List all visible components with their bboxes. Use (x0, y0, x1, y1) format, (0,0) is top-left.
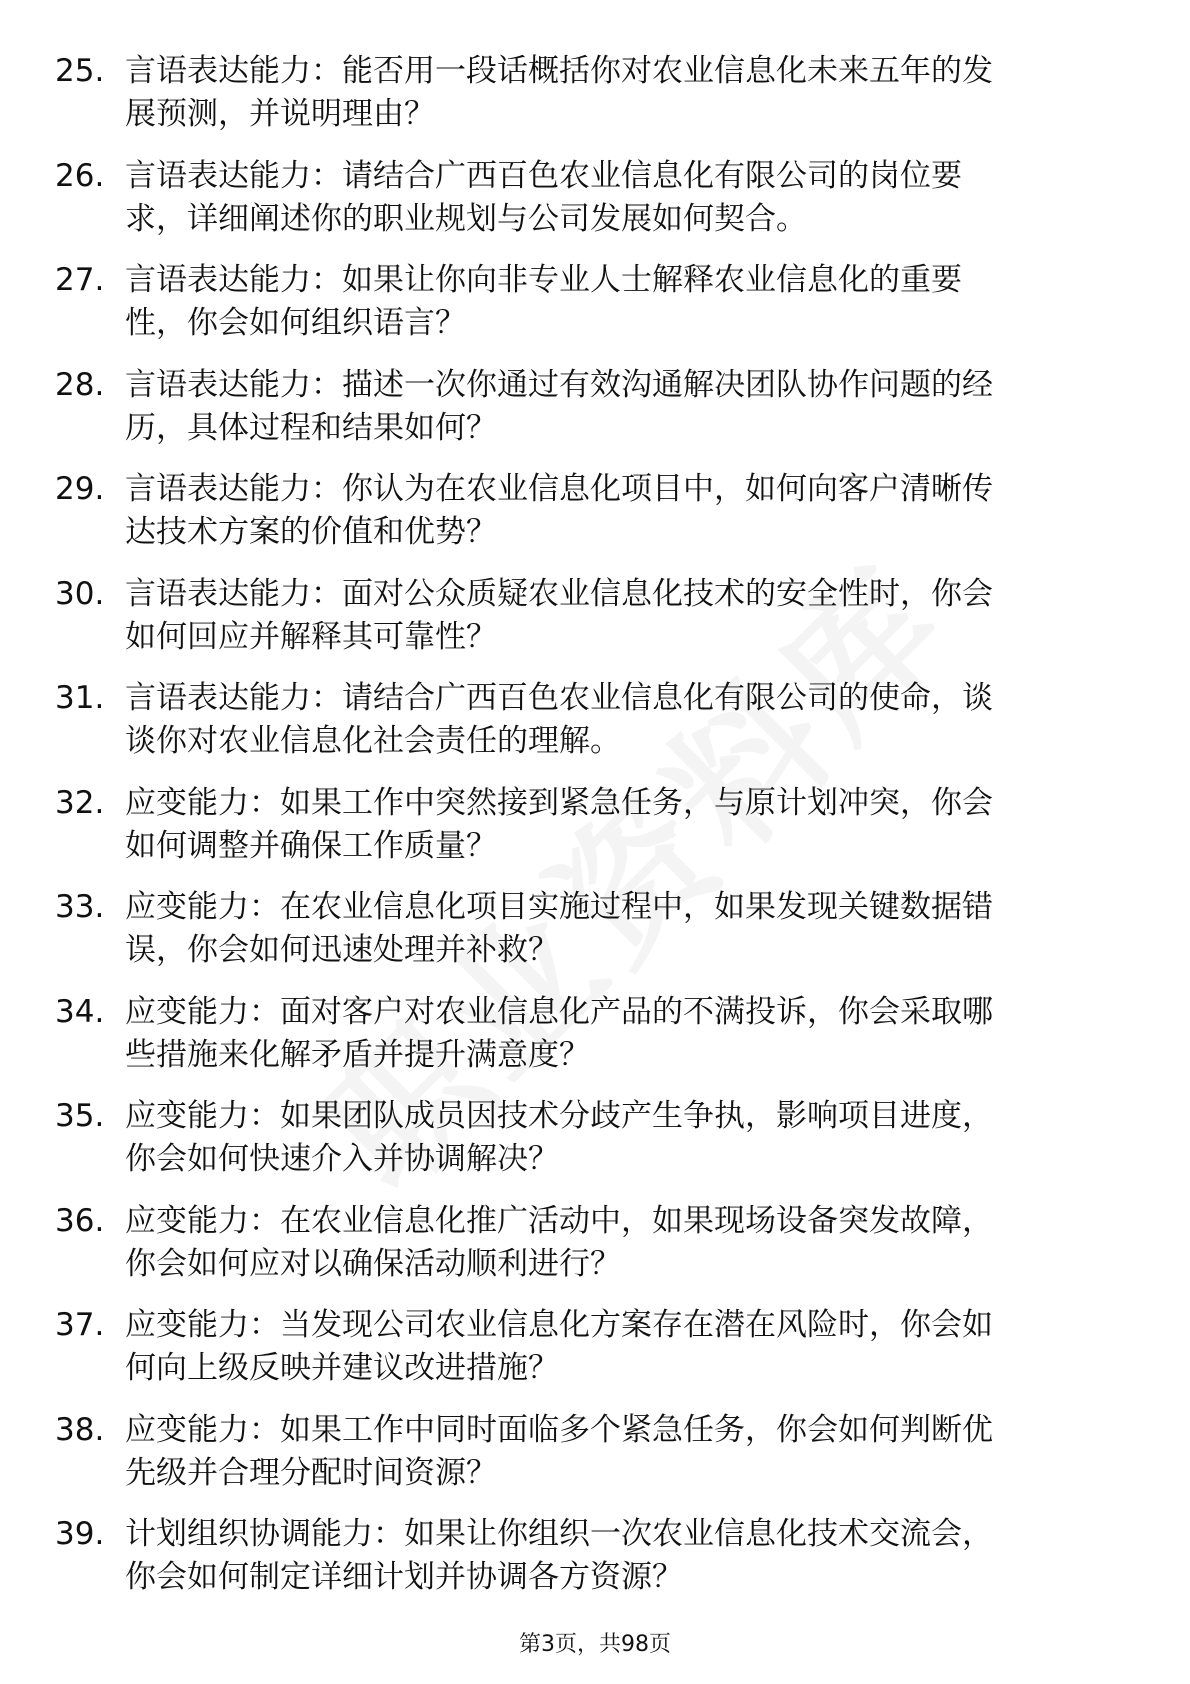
question-text (125, 1304, 1105, 1390)
question-line: 应变能力：在农业信息化项目实施过程中，如果发现关键数据错 (125, 889, 993, 925)
question-item (0, 364, 1190, 469)
question-number: 36. (55, 1202, 105, 1239)
question-item (0, 259, 1190, 364)
question-line: 应变能力：在农业信息化推广活动中，如果现场设备突发故障， (125, 1202, 993, 1239)
question-number: 28. (55, 366, 105, 403)
question-item (0, 1200, 1190, 1305)
question-number: 35. (55, 1098, 105, 1134)
question-line: 误，你会如何迅速处理并补救？ (125, 932, 559, 968)
question-line: 应变能力：当发现公司农业信息化方案存在潜在风险时，你会如 (125, 1307, 993, 1343)
question-line: 你会如何快速介入并协调解决？ (125, 1141, 559, 1177)
question-text (125, 886, 1105, 972)
question-line: 你会如何制定详细计划并协调各方资源？ (125, 1559, 683, 1595)
question-line: 应变能力：如果工作中同时面临多个紧急任务，你会如何判断优 (125, 1411, 993, 1448)
question-line: 先级并合理分配时间资源？ (125, 1454, 497, 1491)
question-item (0, 677, 1190, 782)
question-line: 应变能力：如果团队成员因技术分歧产生争执，影响项目进度， (125, 1098, 993, 1134)
question-item (0, 50, 1190, 155)
question-line: 应变能力：面对客户对农业信息化产品的不满投诉，你会采取哪 (125, 993, 993, 1030)
question-line: 言语表达能力：如果让你向非专业人士解释农业信息化的重要 (125, 262, 962, 298)
question-number: 37. (55, 1307, 105, 1343)
question-text (125, 1409, 1105, 1495)
question-list (0, 50, 1190, 1618)
question-text (125, 1095, 1105, 1181)
question-number: 29. (55, 471, 105, 507)
question-line: 言语表达能力：你认为在农业信息化项目中，如何向客户清晰传 (125, 471, 993, 507)
question-item (0, 468, 1190, 573)
question-text (125, 259, 1105, 345)
question-line: 谈你对农业信息化社会责任的理解。 (125, 723, 621, 759)
question-text (125, 1200, 1105, 1286)
question-line: 如何回应并解释其可靠性？ (125, 618, 497, 655)
question-line: 应变能力：如果工作中突然接到紧急任务，与原计划冲突，你会 (125, 784, 993, 821)
question-line: 言语表达能力：请结合广西百色农业信息化有限公司的岗位要 (125, 157, 962, 194)
question-number: 39. (55, 1516, 105, 1552)
question-line: 如何调整并确保工作质量？ (125, 827, 497, 864)
question-line: 何向上级反映并建议改进措施？ (125, 1350, 559, 1386)
question-line: 言语表达能力：描述一次你通过有效沟通解决团队协作问题的经 (125, 366, 993, 403)
question-text (125, 50, 1105, 136)
question-item (0, 886, 1190, 991)
question-item (0, 991, 1190, 1096)
question-line: 达技术方案的价值和优势？ (125, 514, 497, 550)
question-item (0, 573, 1190, 678)
question-number: 31. (55, 680, 105, 716)
question-number: 25. (55, 53, 105, 89)
question-text (125, 468, 1105, 554)
question-text (125, 364, 1105, 450)
question-line: 计划组织协调能力：如果让你组织一次农业信息化技术交流会， (125, 1516, 993, 1552)
question-text (125, 782, 1105, 868)
question-item (0, 782, 1190, 887)
page-footer: 第3页，共98页 (519, 1632, 671, 1657)
question-line: 些措施来化解矛盾并提升满意度？ (125, 1036, 590, 1073)
question-item (0, 1409, 1190, 1514)
question-line: 言语表达能力：能否用一段话概括你对农业信息化未来五年的发 (125, 53, 993, 89)
question-line: 你会如何应对以确保活动顺利进行？ (125, 1245, 621, 1282)
question-number: 38. (55, 1411, 105, 1448)
question-line: 言语表达能力：面对公众质疑农业信息化技术的安全性时，你会 (125, 575, 993, 612)
question-text (125, 155, 1105, 241)
question-text (125, 677, 1105, 763)
question-line: 性，你会如何组织语言？ (125, 305, 466, 341)
question-line: 展预测，并说明理由？ (125, 96, 435, 132)
question-number: 34. (55, 993, 105, 1030)
question-line: 历，具体过程和结果如何？ (125, 409, 497, 446)
question-item (0, 1095, 1190, 1200)
question-item (0, 1304, 1190, 1409)
question-item (0, 1513, 1190, 1618)
question-text (125, 991, 1105, 1077)
question-number: 30. (55, 575, 105, 612)
question-line: 言语表达能力：请结合广西百色农业信息化有限公司的使命，谈 (125, 680, 993, 716)
question-number: 26. (55, 157, 105, 194)
question-line: 求，详细阐述你的职业规划与公司发展如何契合。 (125, 200, 807, 237)
question-number: 32. (55, 784, 105, 821)
question-text (125, 1513, 1105, 1599)
question-item (0, 155, 1190, 260)
question-number: 27. (55, 262, 105, 298)
question-number: 33. (55, 889, 105, 925)
question-text (125, 573, 1105, 659)
